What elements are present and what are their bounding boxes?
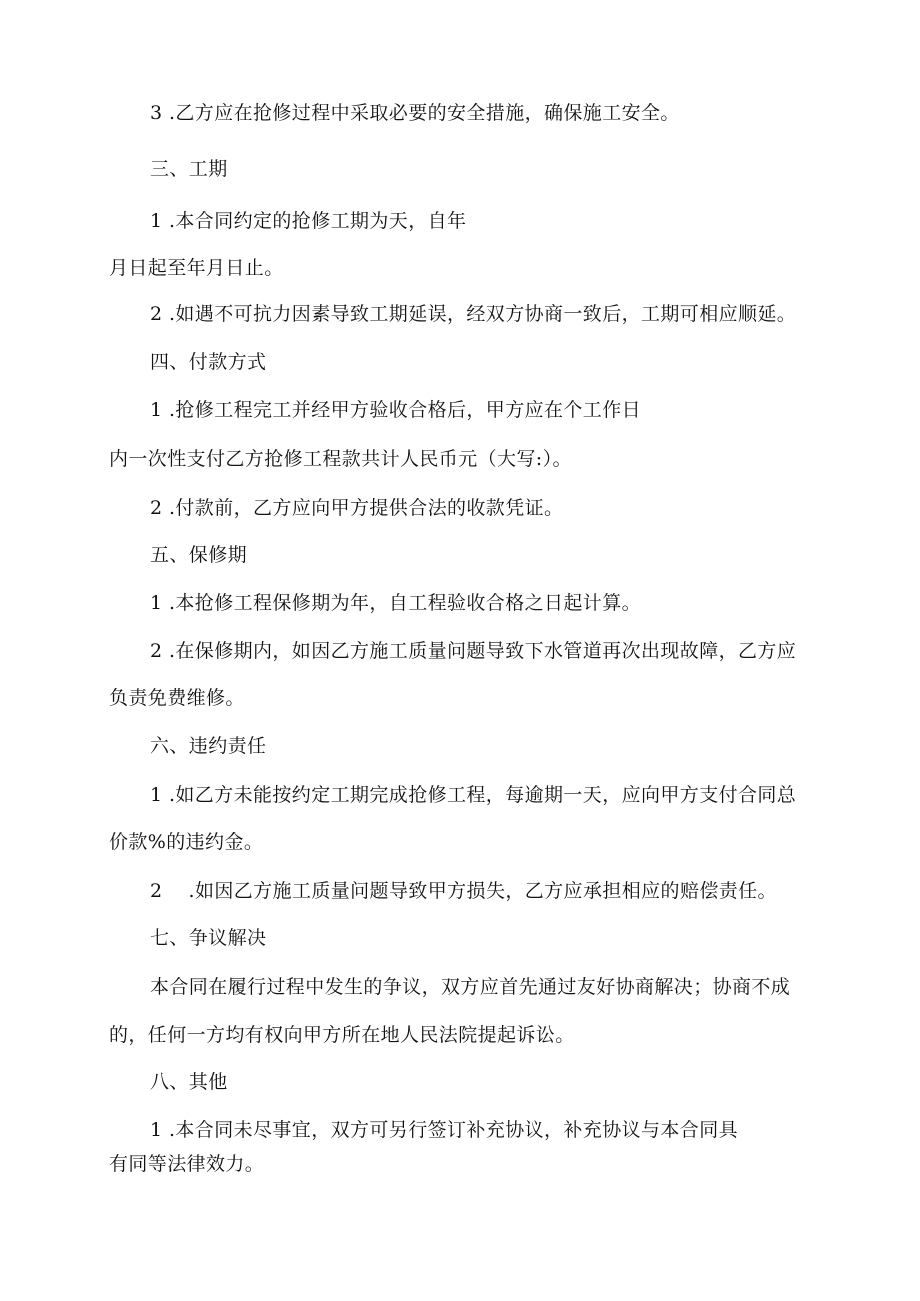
clause-8-1-continued bbox=[109, 1152, 264, 1176]
section-heading-payment bbox=[150, 350, 266, 374]
clause-4-1 bbox=[150, 398, 641, 422]
clause-6-1-continued bbox=[109, 830, 263, 854]
paragraph-disputes bbox=[150, 975, 790, 999]
section-heading-other bbox=[150, 1070, 228, 1094]
paragraph-disputes-continued bbox=[109, 1023, 575, 1047]
clause-number: 1 bbox=[150, 1119, 163, 1141]
section-heading-warranty bbox=[150, 543, 247, 567]
clause-text: .付款前，乙方应向甲方提供合法的收款凭证。 bbox=[168, 497, 564, 519]
clause-number: 1 bbox=[150, 210, 163, 232]
clause-8-1 bbox=[150, 1118, 738, 1142]
section-heading-text: 三、工期 bbox=[150, 158, 228, 180]
clause-2-3 bbox=[150, 101, 680, 125]
clause-number: 1 bbox=[150, 592, 163, 614]
section-heading-text: 六、违约责任 bbox=[150, 735, 267, 757]
clause-5-2 bbox=[150, 639, 796, 663]
clause-number: 3 bbox=[150, 102, 163, 124]
clause-text: .本抢修工程保修期为年，自工程验收合格之日起计算。 bbox=[168, 592, 641, 614]
clause-text: 负责免费维修。 bbox=[109, 687, 245, 709]
clause-text: 有同等法律效力。 bbox=[109, 1153, 265, 1175]
clause-text: 月日起至年月日止。 bbox=[109, 257, 284, 279]
clause-4-2 bbox=[150, 496, 563, 520]
clause-text: .如遇不可抗力因素导致工期延误，经双方协商一致后，工期可相应顺延。 bbox=[168, 303, 797, 325]
clause-6-1 bbox=[150, 783, 796, 807]
section-heading-liability bbox=[150, 734, 266, 758]
clause-number: 1 bbox=[150, 784, 163, 806]
paragraph-text: 本合同在履行过程中发生的争议，双方应首先通过友好协商解决；协商不成 bbox=[150, 976, 791, 998]
clause-number: 2 bbox=[150, 303, 163, 325]
clause-3-2 bbox=[150, 302, 796, 326]
section-heading-text: 四、付款方式 bbox=[150, 351, 267, 373]
clause-5-2-continued bbox=[109, 686, 245, 710]
clause-text: .如乙方未能按约定工期完成抢修工程，每逾期一天，应向甲方支付合同总 bbox=[168, 784, 797, 806]
clause-3-1 bbox=[150, 209, 466, 233]
section-heading-text: 五、保修期 bbox=[150, 544, 248, 566]
clause-number: 2 bbox=[150, 880, 163, 902]
clause-text: .本合同约定的抢修工期为天，自年 bbox=[168, 210, 467, 232]
section-heading-disputes bbox=[150, 926, 266, 950]
clause-text: 内一次性支付乙方抢修工程款共计人民币元（大写:）。 bbox=[109, 448, 572, 470]
clause-number: 1 bbox=[150, 399, 163, 421]
paragraph-text: 的，任何一方均有权向甲方所在地人民法院提起诉讼。 bbox=[109, 1024, 575, 1046]
section-heading-text: 八、其他 bbox=[150, 1071, 228, 1093]
clause-5-1 bbox=[150, 591, 641, 615]
clause-number: 2 bbox=[150, 497, 163, 519]
clause-text: .如因乙方施工质量问题导致甲方损失，乙方应承担相应的赔偿责任。 bbox=[188, 880, 777, 902]
clause-6-2 bbox=[150, 879, 777, 903]
clause-text: .抢修工程完工并经甲方验收合格后，甲方应在个工作日 bbox=[168, 399, 641, 421]
clause-4-1-continued bbox=[109, 447, 572, 471]
section-heading-duration bbox=[150, 157, 228, 181]
clause-text: .乙方应在抢修过程中采取必要的安全措施，确保施工安全。 bbox=[168, 102, 680, 124]
clause-number: 2 bbox=[150, 640, 163, 662]
clause-3-1-continued bbox=[109, 256, 284, 280]
clause-text: .在保修期内，如因乙方施工质量问题导致下水管道再次出现故障，乙方应 bbox=[168, 640, 797, 662]
section-heading-text: 七、争议解决 bbox=[150, 927, 267, 949]
clause-text: .本合同未尽事宜，双方可另行签订补充协议，补充协议与本合同具 bbox=[168, 1119, 738, 1141]
clause-text: 价款%的违约金。 bbox=[109, 831, 264, 853]
